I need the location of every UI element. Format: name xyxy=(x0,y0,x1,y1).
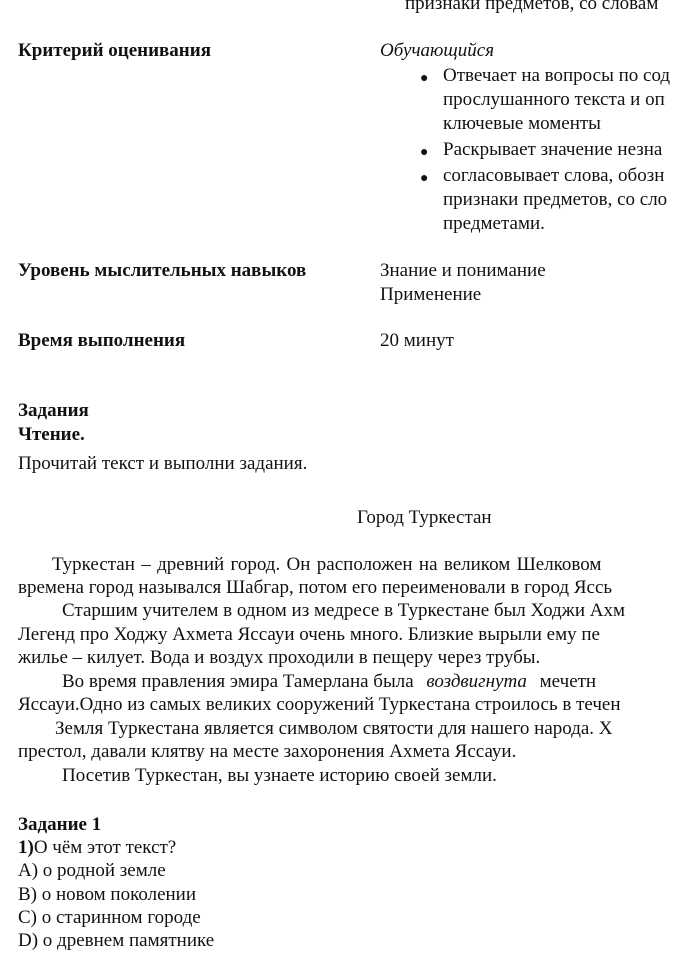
text-line: Легенд про Ходжу Ахмета Яссауи очень много. Близкие вырыли ему пе xyxy=(18,624,600,645)
task1-option: А) о родной земле xyxy=(18,860,166,881)
text-segment: мечетн xyxy=(539,671,597,692)
text-italic-word: воздвигнута xyxy=(426,671,527,692)
reading-heading: Чтение. xyxy=(18,424,85,445)
text-line: Яссауи.Одно из самых великих сооружений Туркестана строилось в течен xyxy=(18,694,621,715)
bullet-line: прослушанного текста и оп xyxy=(443,89,665,110)
bullet-dot-icon: ● xyxy=(420,71,429,86)
bullet-line: предметами. xyxy=(443,213,545,234)
reading-instruction: Прочитай текст и выполни задания. xyxy=(18,453,308,474)
task1-question-text: О чём этот текст? xyxy=(33,837,177,858)
time-label: Время выполнения xyxy=(18,330,186,351)
bullet-line: Раскрывает значение незна xyxy=(443,139,663,160)
text-line: престол, давали клятву на месте захоронения Ахмета Яссауи. xyxy=(18,741,517,762)
task1-option: В) о новом поколении xyxy=(18,884,197,905)
task1-question xyxy=(18,836,176,859)
bullet-line: согласовывает слова, обозн xyxy=(443,165,665,186)
task1-question-number: 1) xyxy=(18,837,34,858)
criteria-subject: Обучающийся xyxy=(380,40,495,61)
task1-option: D) о древнем памятнике xyxy=(18,930,215,951)
time-value: 20 минут xyxy=(380,330,454,351)
criteria-label: Критерий оценивания xyxy=(18,40,211,61)
text-line: Старшим учителем в одном из медресе в Туркестане был Ходжи Ахм xyxy=(62,600,625,621)
bullet-line: Отвечает на вопросы по сод xyxy=(443,65,671,86)
text-line: времена город назывался Шабгар, потом его переименовали в город Яссь xyxy=(18,577,613,598)
skills-value: Применение xyxy=(380,284,482,305)
text-line: Земля Туркестана является символом святости для нашего народа. Х xyxy=(55,718,613,739)
tasks-heading: Задания xyxy=(18,400,89,421)
bullet-dot-icon: ● xyxy=(420,145,429,160)
top-cut-text: признаки предметов, со словам xyxy=(405,0,659,14)
text-line: жилье – килует. Вода и воздух проходили в пещеру через трубы. xyxy=(18,647,541,668)
bullet-dot-icon: ● xyxy=(420,171,429,186)
task1-option: С) о старинном городе xyxy=(18,907,201,928)
skills-value: Знание и понимание xyxy=(380,260,546,281)
text-segment: Во время правления эмира Тамерлана была xyxy=(62,671,414,692)
task1-heading: Задание 1 xyxy=(18,814,102,835)
text-title: Город Туркестан xyxy=(357,507,492,528)
skills-label: Уровень мыслительных навыков xyxy=(18,260,307,281)
text-line: Посетив Туркестан, вы узнаете историю своей земли. xyxy=(62,765,497,786)
text-line: Туркестан – древний город. Он расположен на великом Шелковом xyxy=(52,554,602,575)
bullet-line: ключевые моменты xyxy=(443,113,601,134)
text-line xyxy=(62,670,596,693)
bullet-line: признаки предметов, со сло xyxy=(443,189,668,210)
